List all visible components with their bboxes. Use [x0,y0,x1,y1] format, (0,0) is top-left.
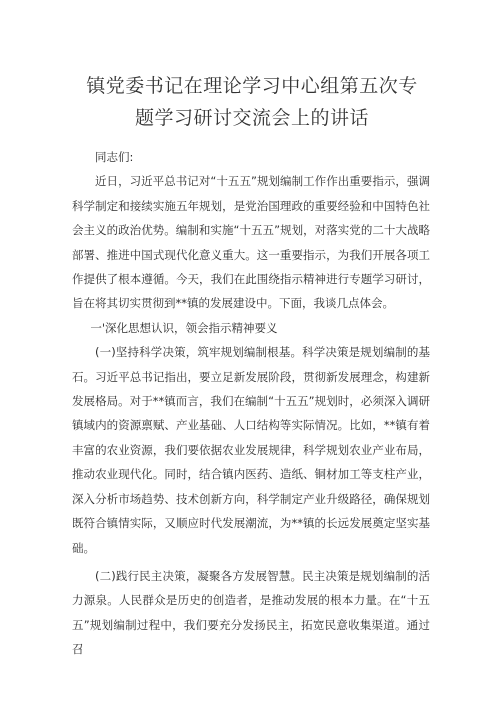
paragraph-subsection-2: (二)践行民主决策，凝聚各方发展智慧。民主决策是规划编制的活力源泉。人民群众是历史的创造者，是推动发展的根本力量。在“十五五”规划编制过程中，我们要充分发扬民主，拓宽民意收集渠道。通过召 [72,568,430,657]
document-title [62,70,442,134]
paragraph-intro: 近日，习近平总书记对“十五五”规划编制工作作出重要指示，强调科学制定和接续实施五年规划，是党治国理政的重要经验和中国特色社会主义的政治优势。编制和实施“十五五”规划，对落实党的二十大战略部署、推进中国式现代化意义重大。这一重要指示，为我们开展各项工作提供了根本遵循。今天，我们在此围绕指示精神进行专题学习研讨，旨在将其切实贯彻到**镇的发展建设中。下面，我谈几点体会。 [72,174,430,311]
document-body [72,145,430,662]
salutation: 同志们: [95,150,134,164]
paragraph-subsection-1: (一)坚持科学决策，筑牢规划编制根基。科学决策是规划编制的基石。习近平总书记指出，要立足新发展阶段，贯彻新发展理念，构建新发展格局。对于**镇而言，我们在编制“十五五”规划时，必须深入调研镇域内的资源禀赋、产业基础、人口结构等实际情况。比如，**镇有着丰富的农业资源，我们要依据农业发展规律，科学规划农业产业布局，推动农业现代化。同时，结合镇内医药、造纸、铜材加工等支柱产业，深入分析市场趋势、技术创新方向，科学制定产业升级路径，确保规划既符合镇情实际，又顺应时代发展潮流，为**镇的长远发展奠定坚实基础。 [72,345,430,555]
section-heading-1: 一'深化思想认识，领会指示精神要义 [90,320,278,335]
title-line-2: 题学习研讨交流会上的讲话 [134,107,369,129]
title-line-1: 镇党委书记在理论学习中心组第五次专 [86,75,418,97]
